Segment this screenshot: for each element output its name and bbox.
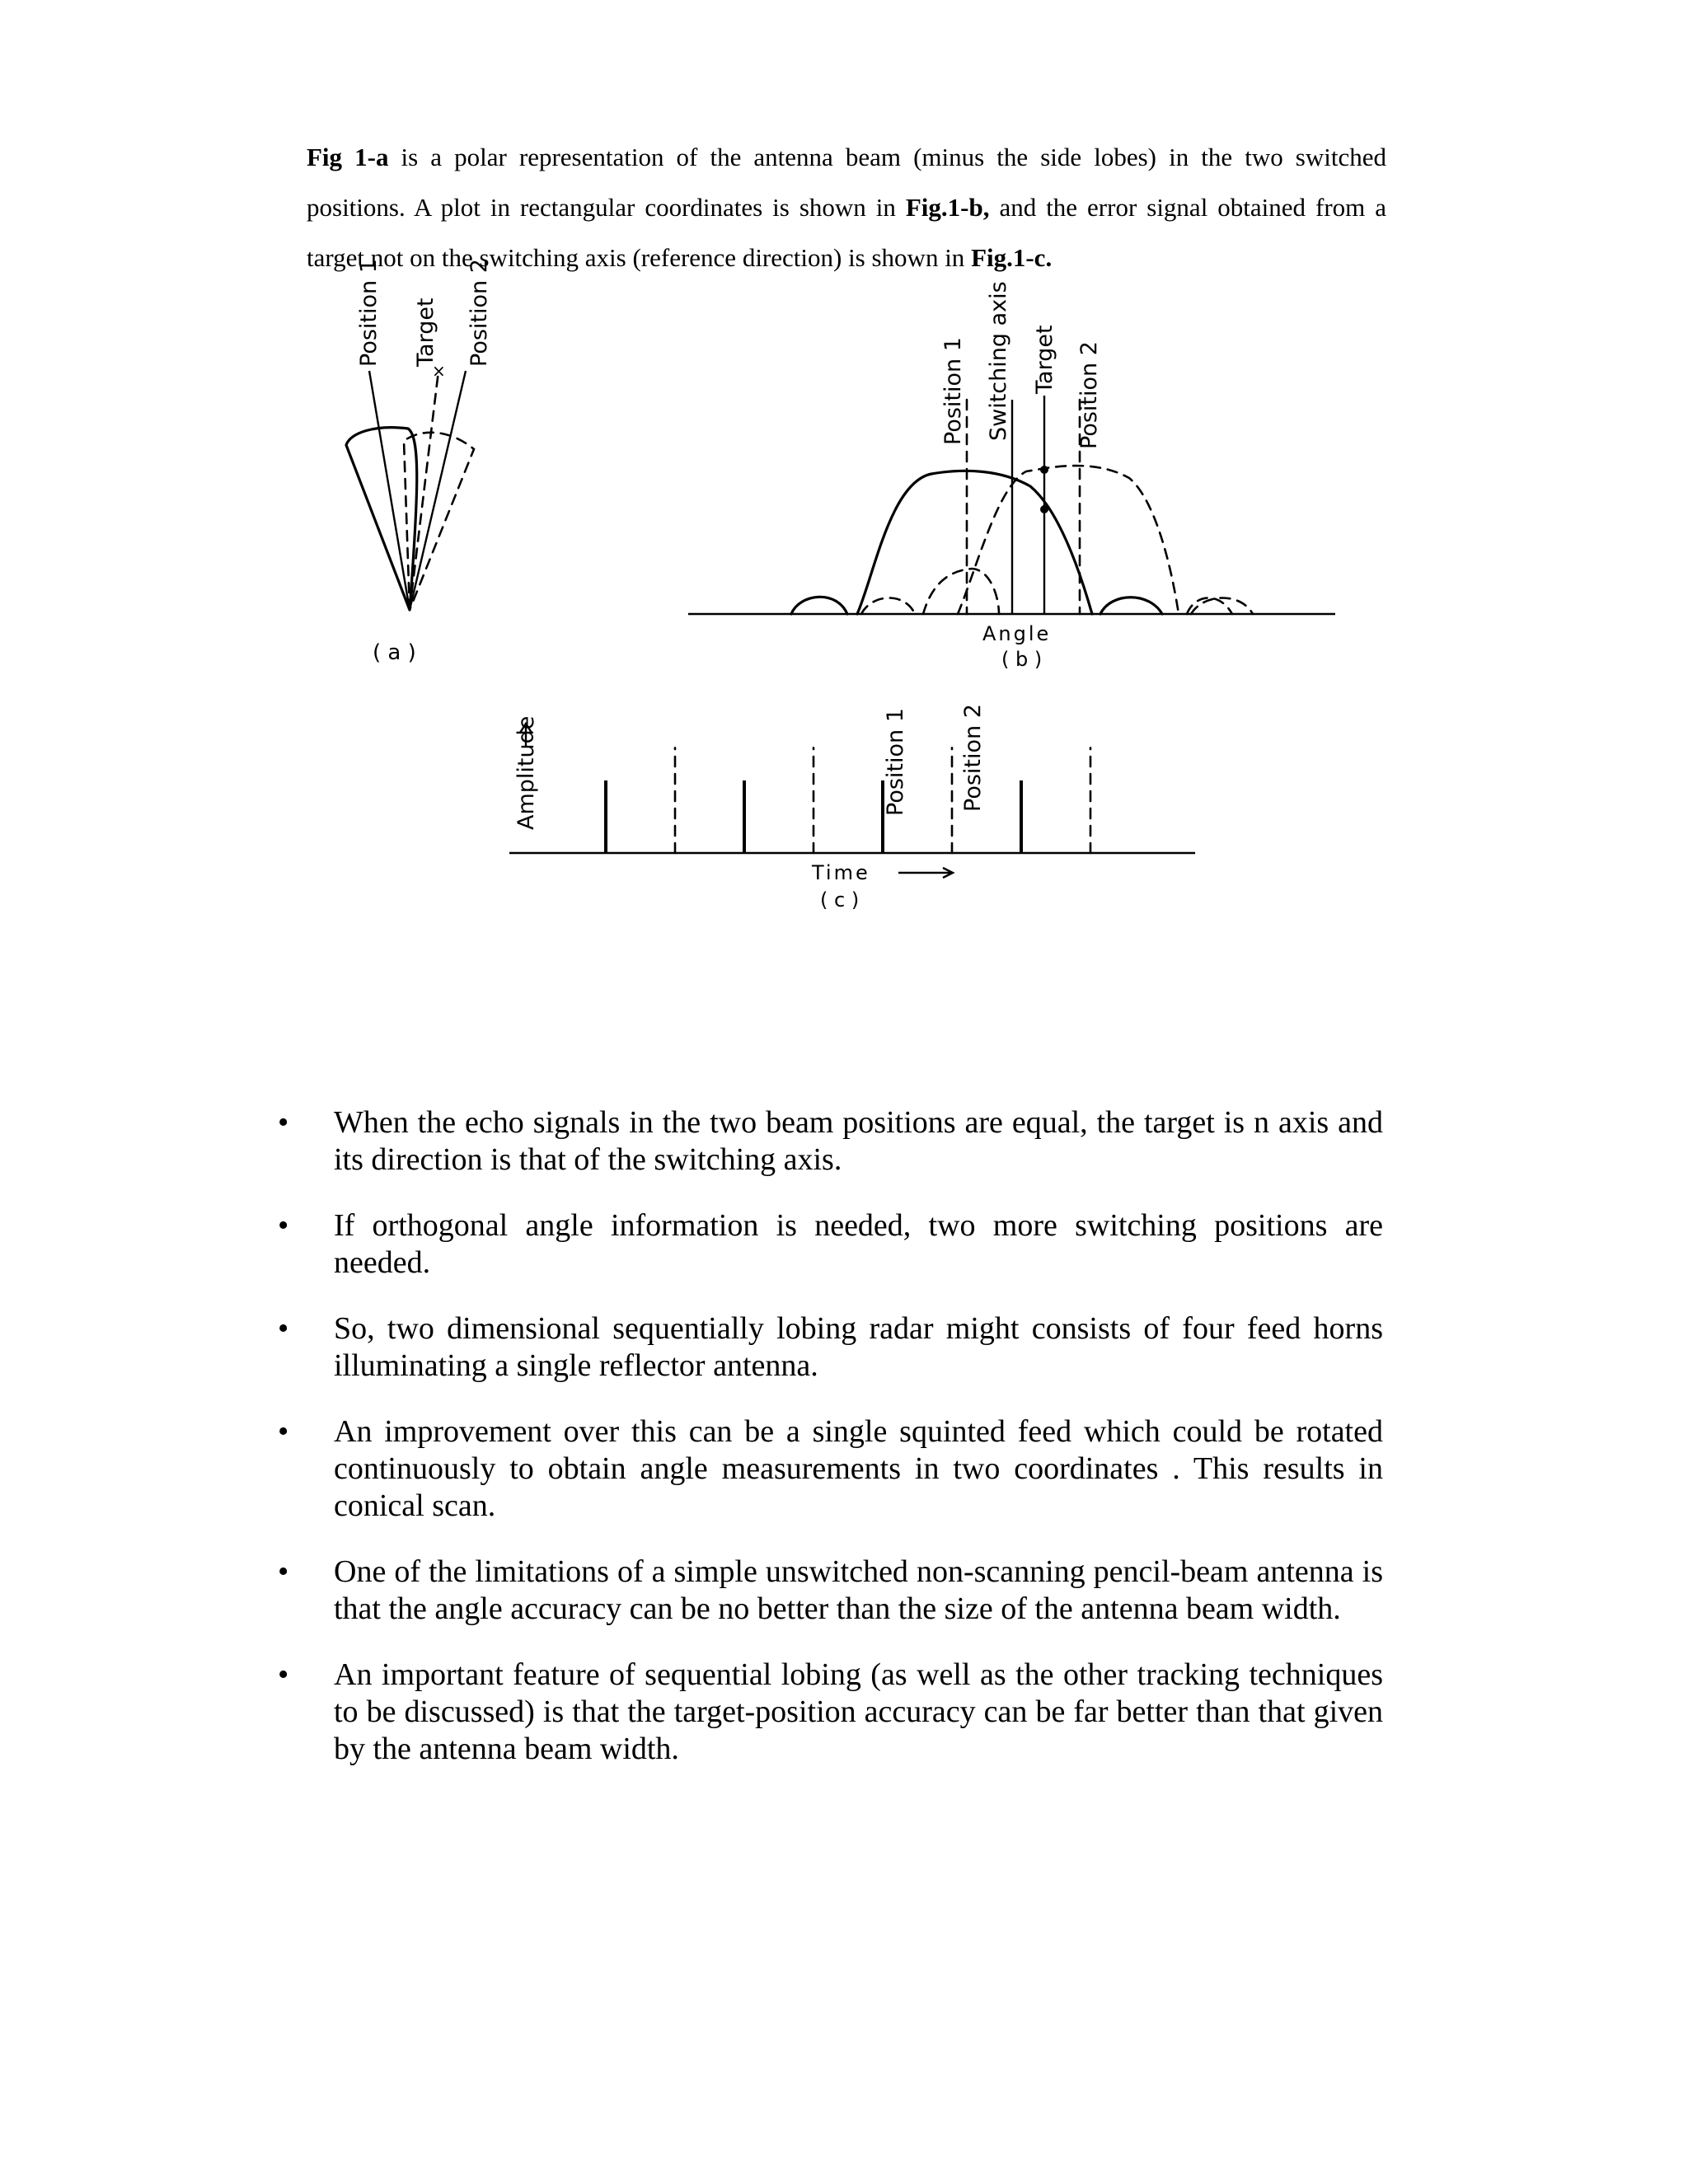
pulse-group xyxy=(606,748,1090,853)
target-axis xyxy=(410,371,438,610)
bullet-list xyxy=(272,1104,1383,1797)
target-point-lower xyxy=(1040,505,1048,513)
label-position1: Position 1 xyxy=(356,259,382,367)
target-point-upper xyxy=(1040,466,1048,474)
pattern-position2 xyxy=(861,466,1253,614)
bullet-text: If orthogonal angle information is needed, two more switching positions are needed. xyxy=(334,1208,1383,1280)
bullet-dot: • xyxy=(278,1414,289,1449)
bullet-item xyxy=(272,1657,1383,1768)
bullet-item xyxy=(272,1310,1383,1385)
label-target: Target xyxy=(413,298,438,367)
bullet-text: One of the limitations of a simple unswitched non-scanning pencil-beam antenna is that the angle accuracy can be no better than the size of the antenna beam width. xyxy=(334,1554,1383,1626)
bullet-dot: • xyxy=(278,1208,289,1243)
amplitude-axis-label: Amplitude xyxy=(513,715,539,830)
intro-text-2: and the error signal obtained from a target not on the switching axis (reference direction) is shown in xyxy=(307,193,1386,272)
bullet-dot: • xyxy=(278,1657,289,1692)
caption-c: ( c ) xyxy=(820,888,860,912)
fig1c-ref: Fig.1-c. xyxy=(971,243,1053,272)
fig1a-ref: Fig 1-a xyxy=(307,143,389,171)
pattern-position1 xyxy=(791,471,1162,614)
intro-text-1: is a polar representation of the antenna beam (minus the side lobes) in the two switched positions. A plot in rectangular coordinates is shown in xyxy=(307,143,1386,222)
bullet-dot: • xyxy=(278,1311,289,1346)
bullet-dot: • xyxy=(278,1105,289,1140)
label-position2: Position 2 xyxy=(467,259,492,367)
bullet-text: An improvement over this can be a single squinted feed which could be rotated continuously to obtain angle measurements in two coordinates . This results in conical scan. xyxy=(334,1414,1383,1523)
target-marker: × xyxy=(432,361,446,381)
bullet-item xyxy=(272,1413,1383,1525)
figure-b-rectangular-plot xyxy=(684,281,1343,676)
bullet-item xyxy=(272,1554,1383,1628)
angle-axis-label: Angle xyxy=(982,622,1052,645)
caption-a: ( a ) xyxy=(373,640,416,665)
time-arrow xyxy=(898,868,953,878)
bullet-text: An important feature of sequential lobing (as well as the other tracking techniques to be discussed) is that the target-position accuracy can be far better than that given by the antenna beam width. xyxy=(334,1657,1383,1766)
fig1b-ref: Fig.1-b, xyxy=(905,193,990,222)
caption-b: ( b ) xyxy=(1001,648,1043,671)
bullet-item xyxy=(272,1104,1383,1179)
label-switching-axis: Switching axis xyxy=(986,281,1011,441)
bullet-text: When the echo signals in the two beam positions are equal, the target is n axis and its direction is that of the switching axis. xyxy=(334,1105,1383,1177)
bullet-item xyxy=(272,1207,1383,1282)
bullet-text: So, two dimensional sequentially lobing radar might consists of four feed horns illuminating a single reflector antenna. xyxy=(334,1311,1383,1383)
label-position1: Position 1 xyxy=(883,708,908,816)
figure-a-polar-beams xyxy=(313,259,528,680)
position2-axis xyxy=(410,371,466,610)
figure-c-pulse-train xyxy=(495,705,1236,935)
time-axis-label: Time xyxy=(812,861,870,884)
bullet-dot: • xyxy=(278,1554,289,1589)
label-position2: Position 2 xyxy=(960,704,986,812)
position1-axis xyxy=(369,371,410,610)
label-position2: Position 2 xyxy=(1076,341,1102,449)
label-position1: Position 1 xyxy=(940,337,966,445)
label-target: Target xyxy=(1032,325,1057,394)
